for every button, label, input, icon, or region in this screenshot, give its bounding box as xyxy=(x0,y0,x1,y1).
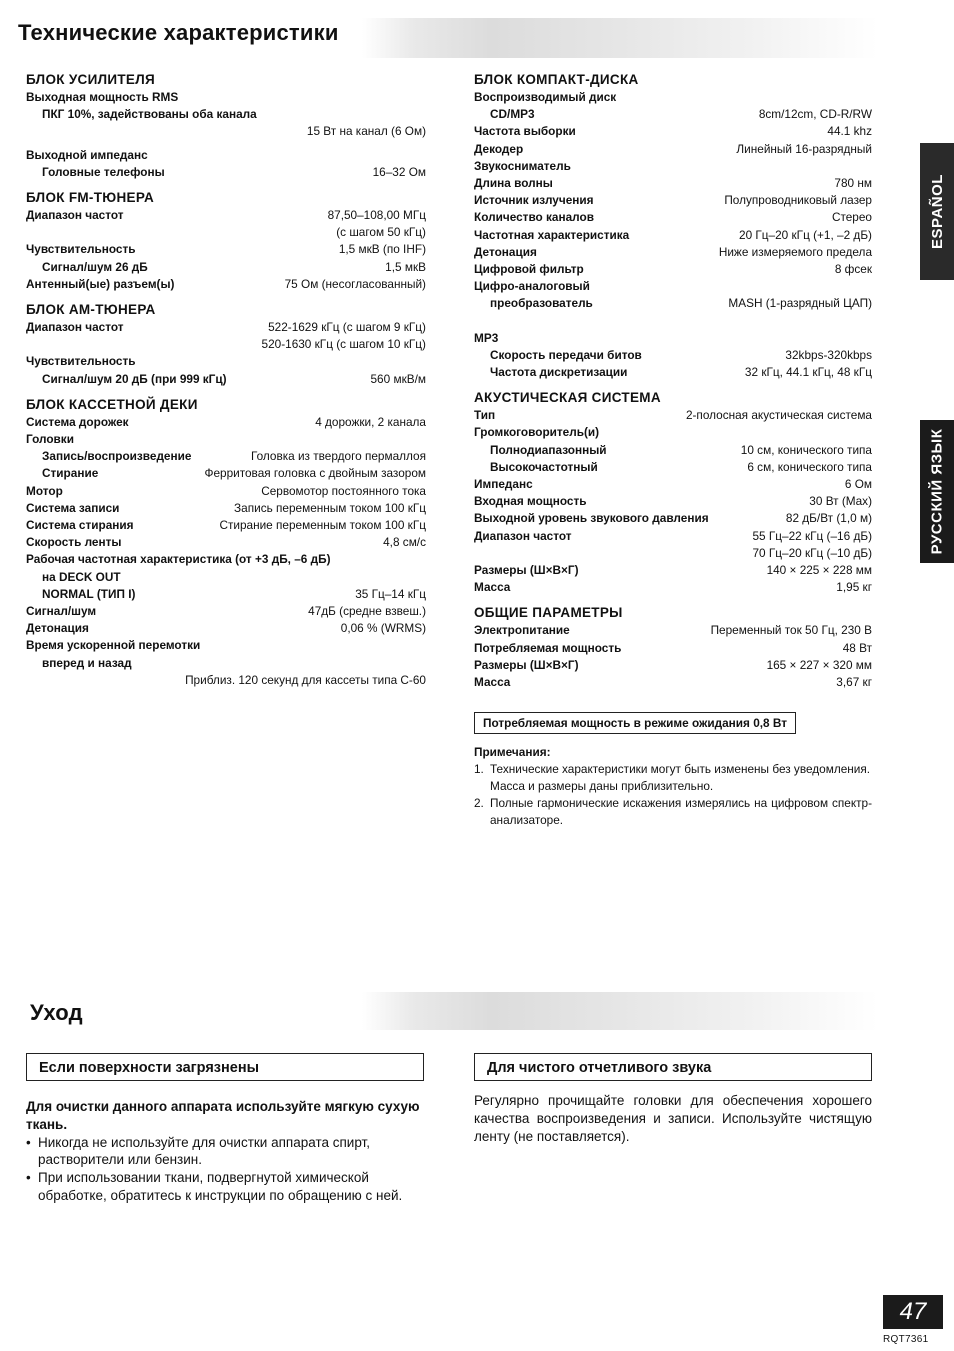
bullet-1: • xyxy=(26,1134,31,1150)
care-title-bar xyxy=(18,992,878,1030)
spk-imp-value: 6 Ом xyxy=(844,477,872,492)
spk-in-value: 30 Вт (Max) xyxy=(809,494,872,509)
deck-heads-label: Головки xyxy=(26,432,74,447)
spk-mass-label: Масса xyxy=(474,580,511,595)
spk-in-label: Входная мощность xyxy=(474,494,587,509)
fm-ant-label: Антенный(ые) разъем(ы) xyxy=(26,276,175,291)
gen-power-label: Электропитание xyxy=(474,623,570,638)
tab-espanol-label: ESPAÑOL xyxy=(928,174,946,249)
spec-title-bar xyxy=(18,18,878,58)
cd-heading: БЛОК КОМПАКТ-ДИСКА xyxy=(474,72,639,87)
spk-tw-label: Высокочастотный xyxy=(490,459,598,474)
cd-fs-label: Частота выборки xyxy=(474,124,576,139)
am-range-value-2: 520-1630 кГц (с шагом 10 кГц) xyxy=(261,337,426,352)
amp-pkg-value: 15 Вт на канал (6 Ом) xyxy=(306,124,426,139)
cd-block xyxy=(474,72,872,381)
deck-track-value: 4 дорожки, 2 канала xyxy=(315,414,426,429)
deck-freq-label: Рабочая частотная характеристика (от +3 дБ, –6 дБ) xyxy=(26,552,331,567)
deck-wow-label: Детонация xyxy=(26,621,89,636)
dirty-lead: Для очистки данного аппарата используйте мягкую сухую ткань. xyxy=(26,1099,420,1132)
dirty-bullet-1: Никогда не используйте для очистки аппарата спирт, растворители или бензин. xyxy=(38,1134,370,1168)
cd-mp3-label: MP3 xyxy=(474,330,499,345)
spk-type-label: Тип xyxy=(474,408,496,423)
cd-ch-label: Количество каналов xyxy=(474,210,594,225)
cd-filter-value: 8 фсек xyxy=(834,262,872,277)
deck-ff-label-2: вперед и назад xyxy=(42,655,132,670)
deck-erase-label: Стирание xyxy=(42,466,99,481)
dirty-bullet-2: При использовании ткани, подвергнутой химической обработке, обратитесь к инструкции по обращению с ней. xyxy=(38,1170,403,1203)
gen-cons-label: Потребляемая мощность xyxy=(474,640,622,655)
note-2-number: 2. xyxy=(474,796,484,811)
am-block xyxy=(26,302,426,388)
cd-dec-label: Декодер xyxy=(474,141,524,156)
deck-erasys-label: Система стирания xyxy=(26,518,134,533)
speaker-block xyxy=(474,390,872,596)
gen-dim-value: 165 × 227 × 320 мм xyxy=(766,657,872,672)
spk-dim-value: 140 × 225 × 228 мм xyxy=(766,563,872,578)
notes-title: Примечания: xyxy=(474,745,551,760)
cd-filter-label: Цифровой фильтр xyxy=(474,262,584,277)
deck-block xyxy=(26,397,426,689)
tab-russian[interactable] xyxy=(920,420,954,563)
speaker-heading: АКУСТИЧЕСКАЯ СИСТЕМА xyxy=(474,390,661,406)
cd-fr-value: 20 Гц–20 кГц (+1, –2 дБ) xyxy=(739,227,872,242)
deck-motor-value: Сервомотор постоянного тока xyxy=(261,483,426,498)
fm-ant-value: 75 Ом (несогласованный) xyxy=(284,276,426,291)
note-1-text-2: Масса и размеры даны приблизительно. xyxy=(490,779,714,794)
clean-sound-heading: Для чистого отчетливого звука xyxy=(474,1053,872,1081)
deck-normal-value: 35 Гц–14 кГц xyxy=(355,586,426,601)
gen-power-value: Переменный ток 50 Гц, 230 В xyxy=(710,623,872,638)
general-block xyxy=(474,605,872,691)
fm-sens-label: Чувствительность xyxy=(26,242,136,257)
cd-src-label: Источник излучения xyxy=(474,193,594,208)
deck-ff-value: Приблиз. 120 секунд для кассеты типа С-60 xyxy=(185,672,426,687)
clean-sound-text: Регулярно прочищайте головки для обеспечения хорошего качества воспроизведения и записи. Используйте чистящую ленту (не поставляется). xyxy=(474,1093,872,1144)
deck-heading: БЛОК КАССЕТНОЙ ДЕКИ xyxy=(26,396,198,412)
gen-mass-value: 3,67 кг xyxy=(836,675,872,690)
fm-sens-value: 1,5 мкВ (по IHF) xyxy=(338,242,426,257)
deck-snr-value: 47дБ (средне взвеш.) xyxy=(308,604,426,619)
gen-cons-value: 48 Вт xyxy=(842,640,872,655)
left-column xyxy=(26,72,426,698)
deck-speed-label: Скорость ленты xyxy=(26,535,122,550)
deck-normal-label: NORMAL (ТИП I) xyxy=(42,586,136,601)
cd-disc-label: Воспроизводимый диск xyxy=(474,90,617,104)
spk-full-value: 10 см, конического типа xyxy=(740,442,872,457)
gen-mass-label: Масса xyxy=(474,675,511,690)
am-heading: БЛОК АМ-ТЮНЕРА xyxy=(26,302,156,318)
deck-speed-value: 4,8 см/с xyxy=(383,535,426,550)
spk-fr-value-2: 70 Гц–20 кГц (–10 дБ) xyxy=(752,545,872,560)
spk-fr-value-1: 55 Гц–22 кГц (–16 дБ) xyxy=(752,528,872,543)
spk-spl-value: 82 дБ/Вт (1,0 м) xyxy=(785,511,872,526)
tab-espanol[interactable] xyxy=(920,143,954,280)
spk-drivers-label: Громкоговоритель(и) xyxy=(474,425,600,440)
am-sens-label: Чувствительность xyxy=(26,354,136,369)
deck-wow-value: 0,06 % (WRMS) xyxy=(340,621,426,636)
amp-block xyxy=(26,72,426,181)
deck-erasys-value: Стирание переменным током 100 кГц xyxy=(219,518,426,533)
amp-phones-value: 16–32 Ом xyxy=(372,164,426,179)
am-range-value-1: 522-1629 кГц (с шагом 9 кГц) xyxy=(268,320,426,335)
cd-fs-value: 44.1 khz xyxy=(827,124,872,139)
spk-dim-label: Размеры (Ш×В×Г) xyxy=(474,563,579,578)
note-2-text: Полные гармонические искажения измерялись на цифровом спектр-анализаторе. xyxy=(490,796,872,828)
note-1-number: 1. xyxy=(474,762,484,777)
cd-dac-label-2: преобразователь xyxy=(490,296,593,311)
cd-wow-label: Детонация xyxy=(474,244,537,259)
cd-cdmp3-value: 8cm/12cm, CD-R/RW xyxy=(758,107,872,122)
deck-snr-label: Сигнал/шум xyxy=(26,604,97,619)
cd-ch-value: Стерео xyxy=(831,210,872,225)
standby-power-box: Потребляемая мощность в режиме ожидания 0,8 Вт xyxy=(474,712,796,734)
cd-wave-value: 780 нм xyxy=(834,176,872,191)
cd-dac-label: Цифро-аналоговый xyxy=(474,279,590,294)
bullet-2: • xyxy=(26,1170,31,1186)
cd-bitrate-value: 32kbps-320kbps xyxy=(785,347,872,362)
fm-snr-label: Сигнал/шум 26 дБ xyxy=(42,259,148,274)
deck-rec-label: Запись/воспроизведение xyxy=(42,449,192,464)
spk-tw-value: 6 см, конического типа xyxy=(747,459,872,474)
fm-range-step: (с шагом 50 кГц) xyxy=(336,225,426,240)
spk-full-label: Полнодиапазонный xyxy=(490,442,607,457)
amp-imp-label: Выходной импеданс xyxy=(26,147,148,162)
notes xyxy=(474,744,872,829)
spk-fr-label: Диапазон частот xyxy=(474,528,572,543)
am-snr-label: Сигнал/шум 20 дБ (при 999 кГц) xyxy=(42,371,227,386)
spk-spl-label: Выходной уровень звукового давления xyxy=(474,511,709,526)
amp-pkg-label: ПКГ 10%, задействованы оба канала xyxy=(42,107,257,122)
cd-sr-value: 32 кГц, 44.1 кГц, 48 кГц xyxy=(744,365,872,380)
right-column xyxy=(474,72,872,829)
fm-heading: БЛОК FM-ТЮНЕРА xyxy=(26,190,155,206)
cd-dac-value: MASH (1-разрядный ЦАП) xyxy=(728,296,872,311)
fm-range-label: Диапазон частот xyxy=(26,208,124,223)
cd-fr-label: Частотная характеристика xyxy=(474,227,630,242)
cd-bitrate-label: Скорость передачи битов xyxy=(490,347,642,362)
spk-imp-label: Импеданс xyxy=(474,477,533,492)
cd-dec-value: Линейный 16-разрядный xyxy=(736,141,872,156)
spk-mass-value: 1,95 кг xyxy=(836,580,872,595)
deck-track-label: Система дорожек xyxy=(26,414,129,429)
spec-title: Технические характеристики xyxy=(18,20,339,45)
care-title: Уход xyxy=(30,1000,83,1025)
page-number: 47 xyxy=(883,1295,943,1329)
amp-phones-label: Головные телефоны xyxy=(42,164,165,179)
cd-wow-value: Ниже измеряемого предела xyxy=(718,244,872,259)
gen-dim-label: Размеры (Ш×В×Г) xyxy=(474,657,579,672)
amp-heading: БЛОК УСИЛИТЕЛЯ xyxy=(26,72,155,87)
cd-sr-label: Частота дискретизации xyxy=(490,365,628,380)
dirty-surfaces-text xyxy=(26,1098,426,1205)
amp-rms-label: Выходная мощность RMS xyxy=(26,90,179,104)
deck-motor-label: Мотор xyxy=(26,483,63,498)
cd-src-value: Полупроводниковый лазер xyxy=(724,193,872,208)
am-snr-value: 560 мкВ/м xyxy=(370,371,426,386)
note-1-text: Технические характеристики могут быть изменены без уведомления. xyxy=(490,762,871,777)
fm-snr-value: 1,5 мкВ xyxy=(385,259,426,274)
general-heading: ОБЩИЕ ПАРАМЕТРЫ xyxy=(474,605,623,621)
deck-recsys-value: Запись переменным током 100 кГц xyxy=(234,500,426,515)
dirty-surfaces-heading: Если поверхности загрязнены xyxy=(26,1053,424,1081)
cd-wave-label: Длина волны xyxy=(474,176,553,191)
document-code: RQT7361 xyxy=(883,1334,929,1345)
deck-deckout-label: на DECK OUT xyxy=(42,569,121,584)
deck-recsys-label: Система записи xyxy=(26,500,120,515)
deck-rec-value: Головка из твердого пермаллоя xyxy=(250,449,426,464)
spk-type-value: 2-полосная акустическая система xyxy=(685,408,872,423)
tab-russian-label: РУССКИЙ ЯЗЫК xyxy=(928,428,946,555)
am-range-label: Диапазон частот xyxy=(26,320,124,335)
deck-ff-label: Время ускоренной перемотки xyxy=(26,638,201,653)
fm-range-value: 87,50–108,00 МГц xyxy=(327,208,426,223)
deck-erase-value: Ферритовая головка с двойным зазором xyxy=(204,466,426,481)
cd-cdmp3-label: CD/MP3 xyxy=(490,107,535,122)
cd-pickup-label: Звукосниматель xyxy=(474,158,571,173)
fm-block xyxy=(26,190,426,293)
